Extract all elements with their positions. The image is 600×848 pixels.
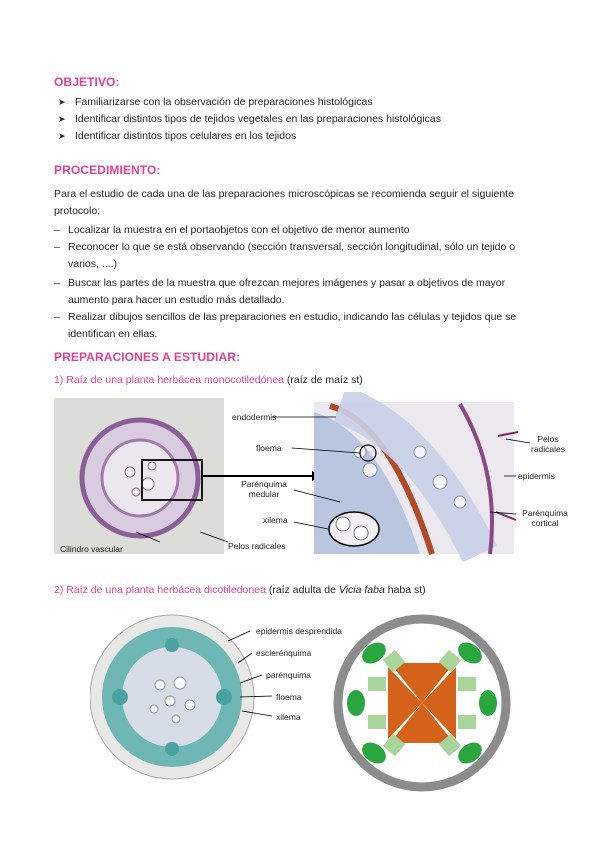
- procedimiento-step: – Buscar las partes de la muestra que ofrezcan mejores imágenes y pasar a objetivos de mayor aumento para hacer un estudio más detallado.: [54, 277, 506, 306]
- objetivo-item: ➤ Familiarizarse con la observación de preparaciones histológicas: [58, 96, 373, 108]
- label-parenquima-medular: Parénquima medular: [241, 479, 287, 499]
- xilema-circle: [329, 512, 379, 546]
- label-parenquima-cortical: Parénquima cortical: [522, 508, 568, 528]
- label-floema-dicot: floema: [276, 692, 302, 702]
- arrow-bullet-icon: ➤: [58, 97, 66, 107]
- phloem-block: [458, 715, 476, 729]
- procedimiento-intro: Para el estudio de cada una de las preparaciones microscópicas se recomienda seguir el siguiente protocolo:: [54, 188, 514, 217]
- label-endodermis: endodermis: [232, 412, 277, 422]
- label-pelos-radicales: Pelos radicales: [228, 541, 286, 551]
- phloem-block: [368, 677, 386, 691]
- label-pelos-radicales-right: Pelos radicales: [530, 434, 566, 454]
- label-epidermis: epidermis: [518, 471, 555, 481]
- label-xilema: xilema: [263, 515, 288, 525]
- prep2-title: 2) Raíz de una planta herbácea dicotiledonea (raíz adulta de Vicia faba haba st): [54, 584, 426, 596]
- label-esclerenquima: esclerénquima: [256, 648, 312, 658]
- vascular-cylinder: [102, 440, 178, 516]
- label-epidermis-desprendida: epidermis desprendida: [256, 626, 342, 636]
- arrow-bullet-icon: ➤: [58, 131, 66, 141]
- objetivo-item: ➤ Identificar distintos tipos celulares en los tejidos: [58, 130, 297, 142]
- procedimiento-step: – Realizar dibujos sencillos de las preparaciones en estudio, indicando las células y tejidos que se identifican en ellas.: [54, 311, 517, 340]
- sclerenchyma-cap: [479, 690, 497, 716]
- objetivo-item: ➤ Identificar distintos tipos de tejidos vegetales en las preparaciones histológicas: [58, 113, 441, 125]
- label-cilindro-vascular: Cilindro vascular: [60, 544, 123, 554]
- label-xilema-dicot: xilema: [276, 712, 301, 722]
- procedimiento-heading: PROCEDIMIENTO:: [54, 163, 161, 177]
- label-parenquima: parénquima: [266, 670, 311, 680]
- monocot-root-figure: [40, 392, 530, 562]
- sclerenchyma-cap: [347, 690, 365, 716]
- objetivo-heading: OBJETIVO:: [54, 75, 120, 89]
- prep1-title: 1) Raíz de una planta herbácea monocotiledónea (raíz de maíz st): [54, 374, 363, 386]
- phloem-block: [458, 677, 476, 691]
- preparaciones-heading: PREPARACIONES A ESTUDIAR:: [54, 350, 241, 364]
- procedimiento-step: – Localizar la muestra en el portaobjetos con el objetivo de menor aumento: [54, 224, 410, 236]
- phloem-block: [368, 715, 386, 729]
- arrow-bullet-icon: ➤: [58, 114, 66, 124]
- label-floema: floema: [256, 443, 282, 453]
- procedimiento-step: – Reconocer lo que se está observando (sección transversal, sección longitudinal, sólo un tejido o varios, ....): [54, 241, 516, 270]
